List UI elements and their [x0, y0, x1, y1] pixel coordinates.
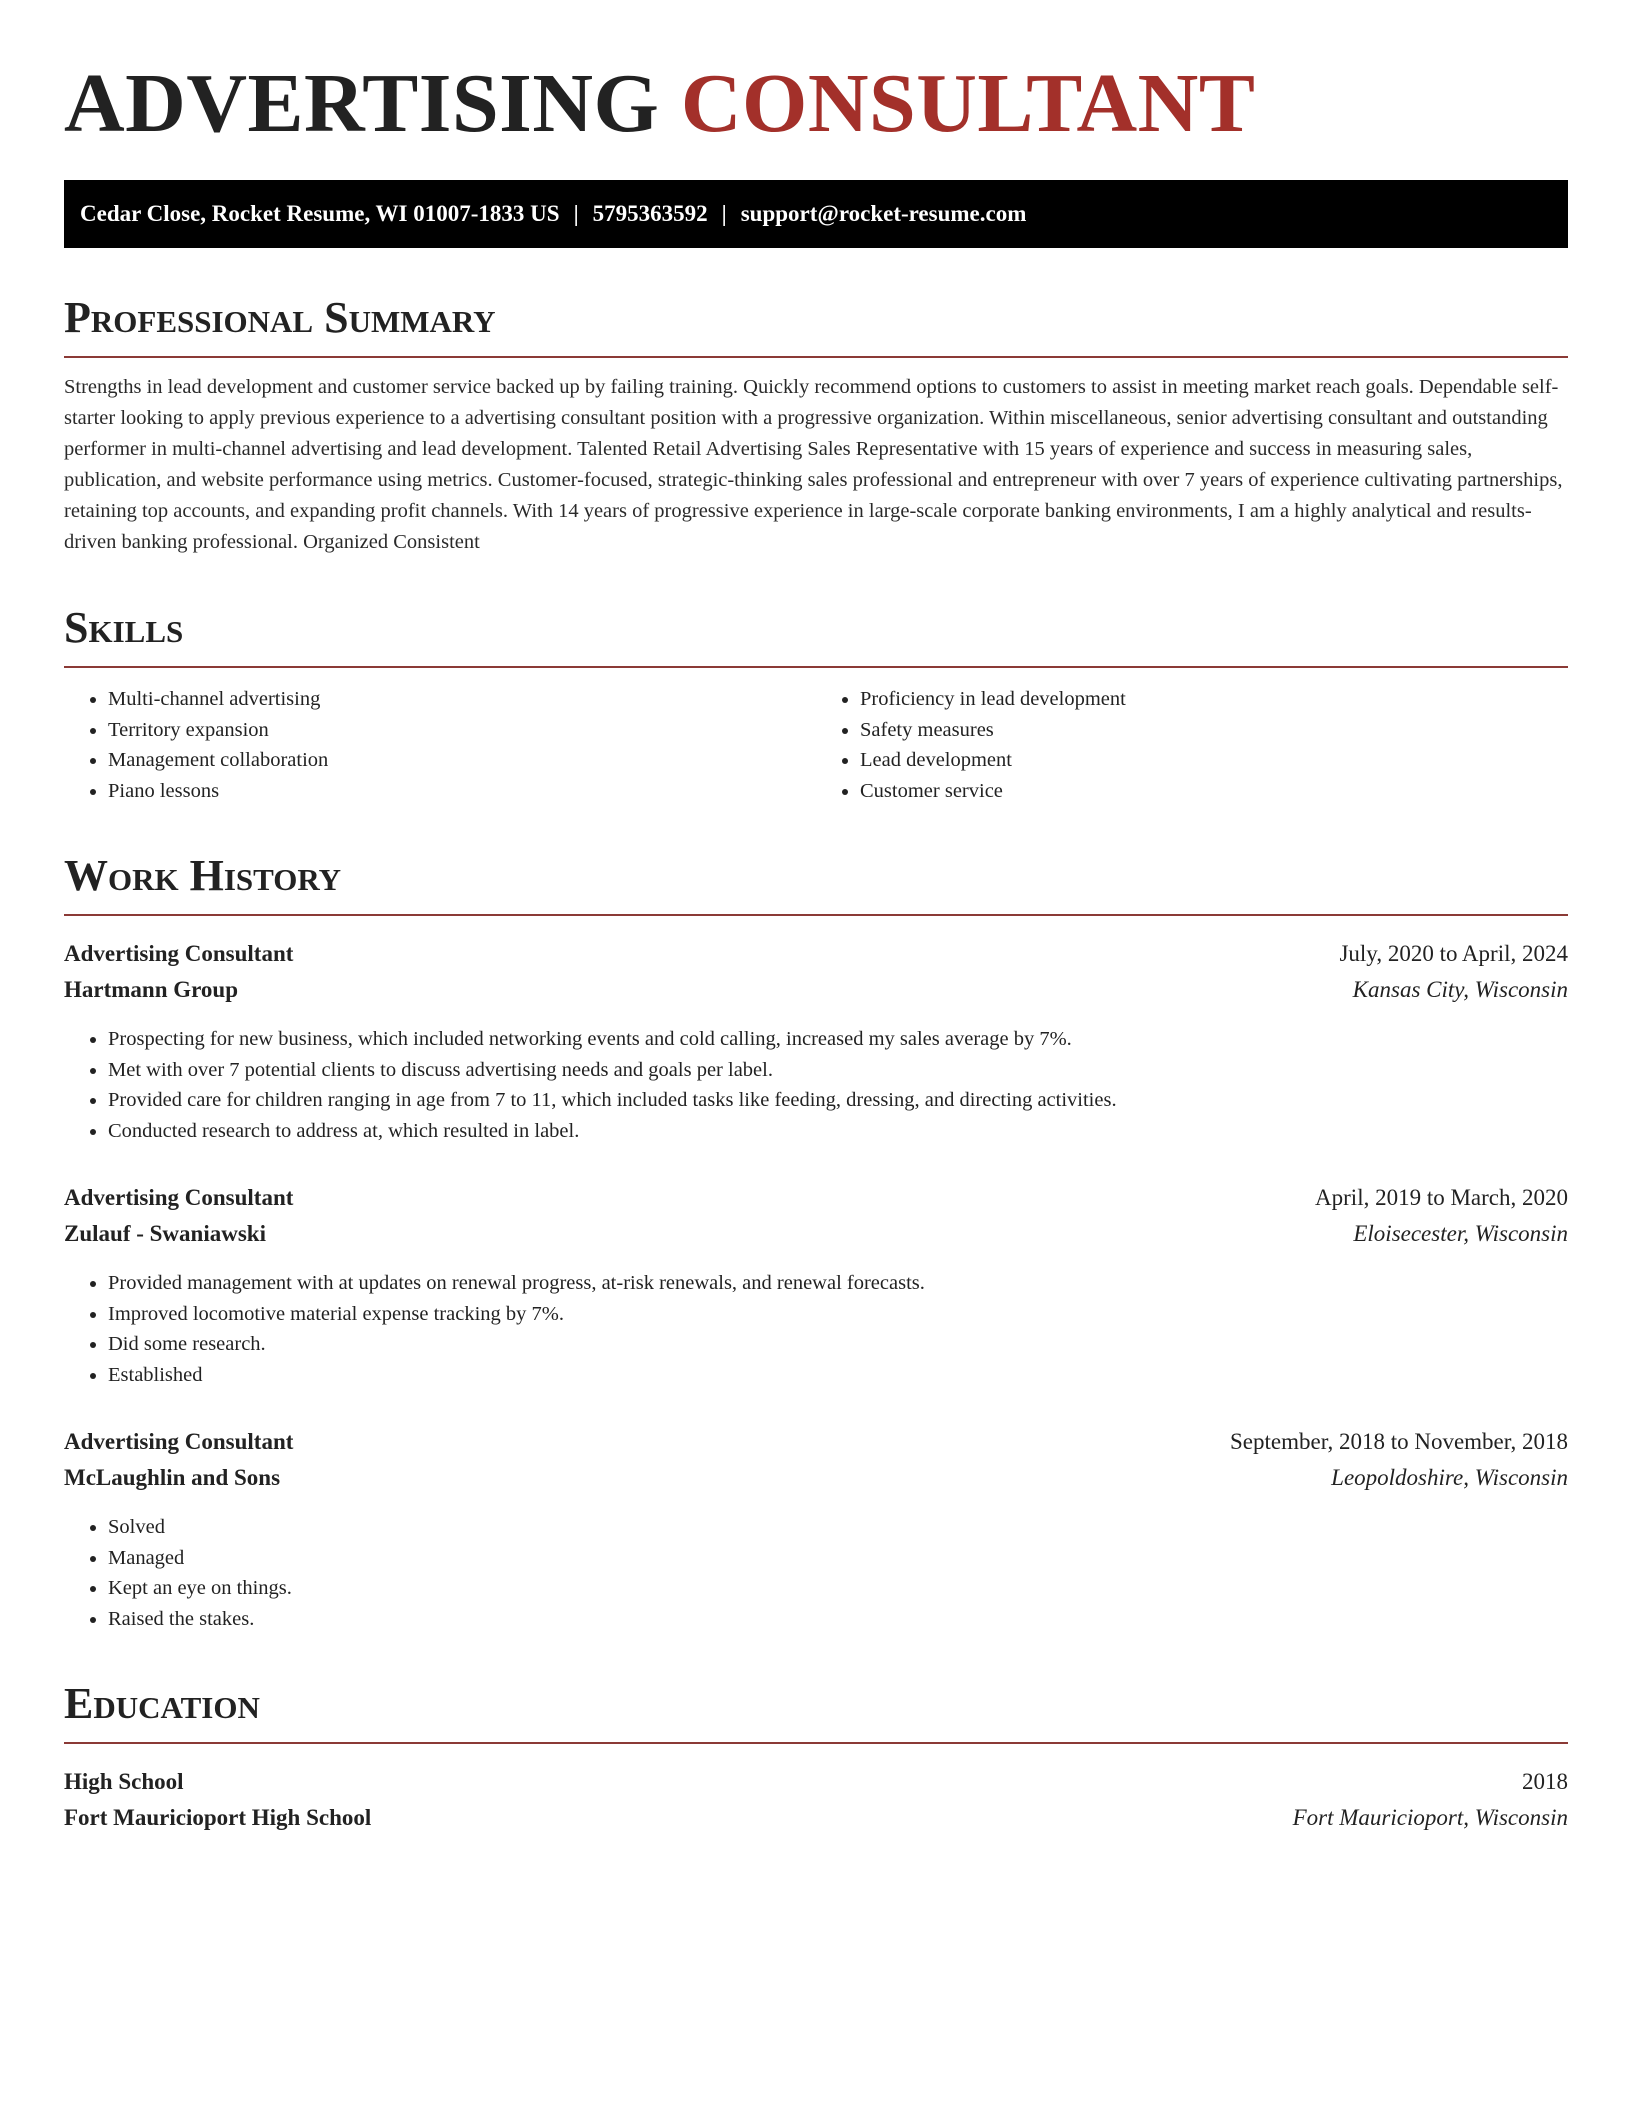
section-divider: [64, 666, 1568, 668]
skills-columns: [64, 684, 1568, 806]
skill-item: • Lead development: [860, 745, 1568, 776]
job-bullet: • Did some research.: [108, 1329, 1568, 1360]
skill-item: • Management collaboration: [108, 745, 816, 776]
skill-item: • Safety measures: [860, 715, 1568, 746]
job-location: Eloisecester, Wisconsin: [1353, 1221, 1568, 1246]
job-bullet: • Improved locomotive material expense tracking by 7%.: [108, 1299, 1568, 1330]
job-company: McLaughlin and Sons: [64, 1465, 281, 1490]
resume-name: [64, 56, 1568, 152]
job-company: Zulauf - Swaniawski: [64, 1221, 266, 1246]
job-bullet: • Provided management with at updates on renewal progress, at-risk renewals, and renewal forecasts.: [108, 1268, 1568, 1299]
job-bullets: [64, 1024, 1568, 1146]
contact-bar: [64, 180, 1568, 248]
work-history-heading: Work History: [64, 851, 342, 900]
job-role: Advertising Consultant: [64, 941, 294, 966]
skill-item: • Multi-channel advertising: [108, 684, 816, 715]
job-role: Advertising Consultant: [64, 1429, 294, 1454]
skill-item: • Piano lessons: [108, 776, 816, 807]
job-bullets: [64, 1512, 1568, 1634]
job-role: Advertising Consultant: [64, 1185, 294, 1210]
job-bullet: • Met with over 7 potential clients to discuss advertising needs and goals per label.: [108, 1055, 1568, 1086]
summary-heading: Professional Summary: [64, 293, 496, 342]
education-heading: Education: [64, 1679, 260, 1728]
job-entry: [64, 1180, 1568, 1390]
job-dates: April, 2019 to March, 2020: [1315, 1185, 1568, 1210]
section-divider: [64, 1742, 1568, 1744]
skills-list-left: [64, 684, 816, 806]
skill-item: • Proficiency in lead development: [860, 684, 1568, 715]
contact-email: support@rocket-resume.com: [740, 201, 1027, 226]
education-location: Fort Mauricioport, Wisconsin: [1292, 1805, 1568, 1830]
job-entry: [64, 1424, 1568, 1634]
job-bullet: • Established: [108, 1360, 1568, 1391]
contact-separator: |: [573, 201, 579, 226]
contact-separator: |: [721, 201, 727, 226]
job-location: Leopoldoshire, Wisconsin: [1331, 1465, 1568, 1490]
job-bullet: • Solved: [108, 1512, 1568, 1543]
job-dates: July, 2020 to April, 2024: [1339, 941, 1568, 966]
skill-item: • Customer service: [860, 776, 1568, 807]
job-location: Kansas City, Wisconsin: [1352, 977, 1568, 1002]
job-dates: September, 2018 to November, 2018: [1230, 1429, 1568, 1454]
skills-list-right: [816, 684, 1568, 806]
education-entry: [64, 1764, 1568, 1836]
job-bullet: • Kept an eye on things.: [108, 1573, 1568, 1604]
job-bullet: • Conducted research to address at, which resulted in label.: [108, 1116, 1568, 1147]
name-first: ADVERTISING: [64, 57, 660, 150]
job-bullet: • Raised the stakes.: [108, 1604, 1568, 1635]
job-bullet: • Managed: [108, 1543, 1568, 1574]
section-divider: [64, 914, 1568, 916]
job-entry: [64, 936, 1568, 1146]
section-divider: [64, 356, 1568, 358]
skill-item: • Territory expansion: [108, 715, 816, 746]
job-bullet: • Prospecting for new business, which included networking events and cold calling, increased my sales average by 7%.: [108, 1024, 1568, 1055]
contact-address: Cedar Close, Rocket Resume, WI 01007-1833 US: [80, 201, 560, 226]
name-last: CONSULTANT: [680, 57, 1256, 150]
summary-text: Strengths in lead development and customer service backed up by failing training. Quickly recommend options to customers to assist in meeting market reach goals. Dependable self-starter looking to apply previous experience to a advertising consultant position with a progressive organization. Within miscellaneous, senior advertising consultant and outstanding performer in multi-channel advertising and lead development. Talented Retail Advertising Sales Representative with 15 years of experience and success in measuring sales, publication, and website performance using metrics. Customer-focused, strategic-thinking sales professional and entrepreneur with over 7 years of experience cultivating partnerships, retaining top accounts, and expanding profit channels. With 14 years of progressive experience in large-scale corporate banking environments, I am a highly analytical and results-driven banking professional. Organized Consistent: [64, 376, 1563, 553]
job-bullet: • Provided care for children ranging in age from 7 to 11, which included tasks like feeding, dressing, and directing activities.: [108, 1085, 1568, 1116]
education-year: 2018: [1522, 1769, 1568, 1794]
contact-phone: 5795363592: [592, 201, 708, 226]
job-bullets: [64, 1268, 1568, 1390]
skills-heading: Skills: [64, 603, 184, 652]
job-company: Hartmann Group: [64, 977, 239, 1002]
education-school: Fort Mauricioport High School: [64, 1805, 372, 1830]
education-degree: High School: [64, 1769, 184, 1794]
